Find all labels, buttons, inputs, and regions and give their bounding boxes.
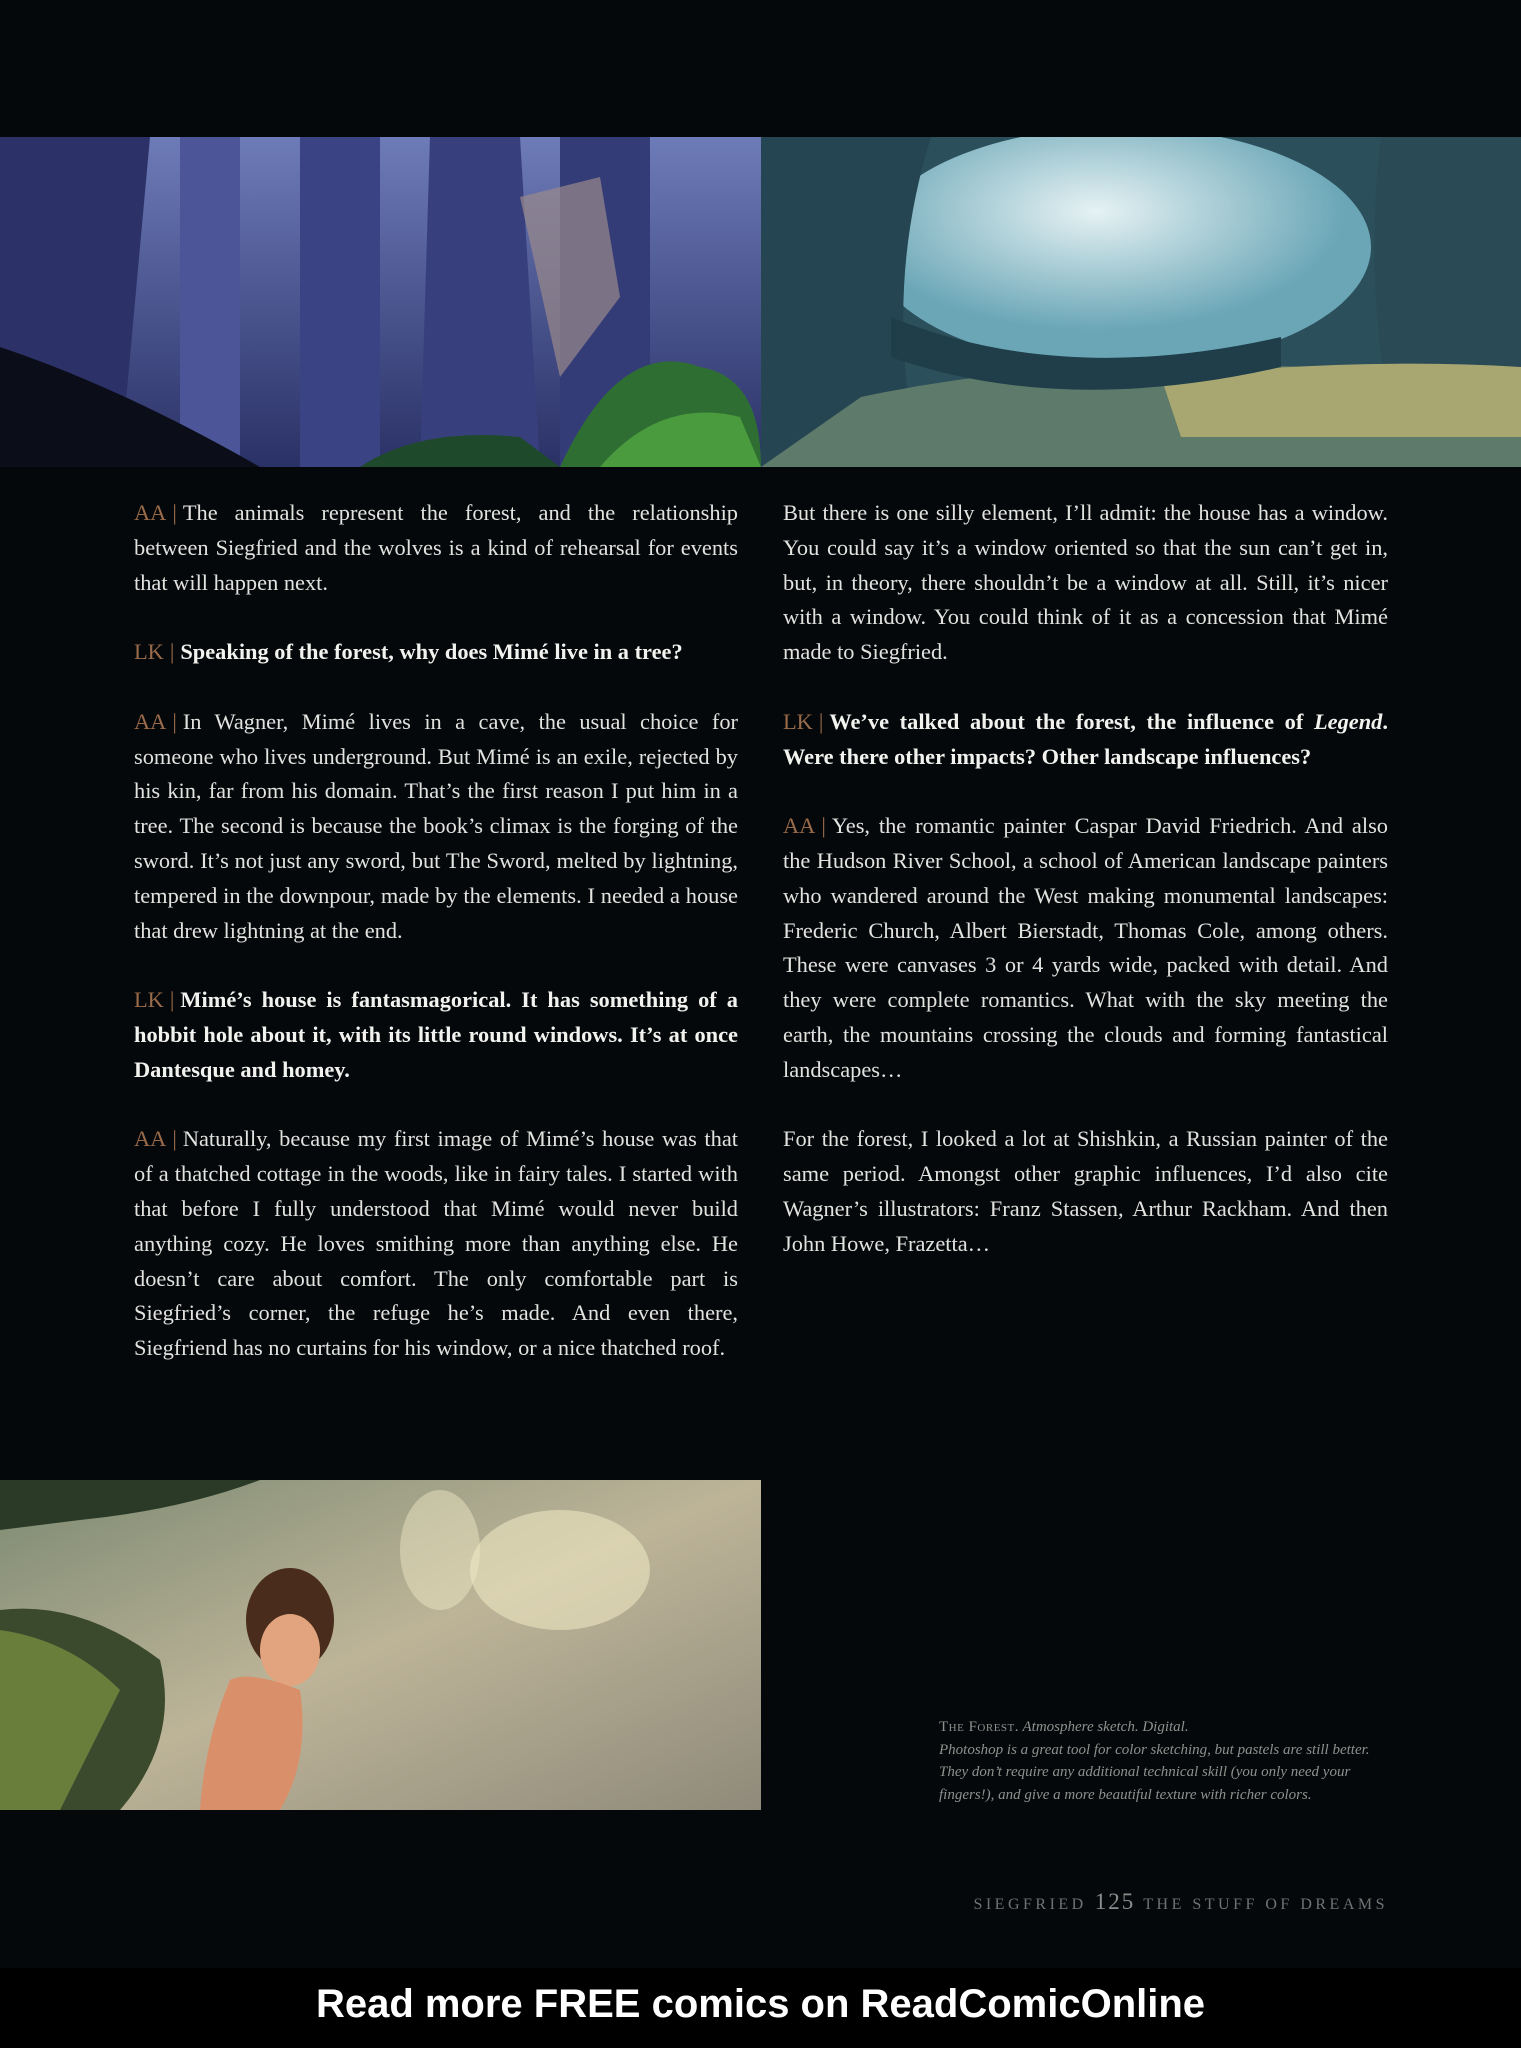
page-number: 125 <box>1094 1889 1136 1914</box>
question-paragraph <box>134 635 738 670</box>
speaker-tag: AA <box>134 500 167 525</box>
speaker-separator: | <box>818 708 824 734</box>
promo-banner-text: Read more FREE comics on ReadComicOnline <box>315 1982 1206 2026</box>
speaker-separator: | <box>172 708 177 734</box>
question-text: Mimé’s house is fantasmagorical. It has something of a hobbit hole about it, with its little round windows. It’s at once Dantesque and homey. <box>134 987 738 1082</box>
speaker-separator: | <box>172 500 177 525</box>
question-paragraph <box>134 983 738 1087</box>
speaker-tag: LK <box>134 639 164 665</box>
answer-paragraph <box>783 496 1388 670</box>
question-text: . Were there other impacts? Other landscape influences? <box>783 708 1388 769</box>
answer-text: In Wagner, Mimé lives in a cave, the usual choice for someone who lives underground. But Mimé is an exile, rejected by his kin, far from his domain. That’s the first reason I put him in a tree. The second is because the book’s climax is the forging of the sword. It’s not just any sword, but The Sword, melted by lightning, tempered in the downpour, made by the elements. I needed a house that drew lightning at the end. <box>134 708 738 943</box>
siegfried-forest-illustration <box>0 1480 761 1810</box>
answer-paragraph <box>783 1122 1388 1261</box>
answer-paragraph <box>134 496 738 600</box>
speaker-tag: LK <box>783 708 813 734</box>
promo-banner <box>0 1968 1521 2048</box>
caption-title: The Forest. <box>939 1719 1020 1735</box>
page-footer <box>973 1889 1388 1915</box>
answer-paragraph <box>134 1122 738 1366</box>
speaker-tag: LK <box>134 987 164 1013</box>
answer-text: The animals represent the forest, and the relationship between Siegfried and the wolves is a kind of rehearsal for events that will happen next. <box>134 500 738 595</box>
image-caption <box>939 1716 1391 1806</box>
caption-body: Photoshop is a great tool for color sketching, but pastels are still better. They don’t require any additional technical skill (you only need your fingers!), and give a more beautiful texture with richer colors. <box>939 1741 1370 1803</box>
answer-text: Naturally, because my first image of Mimé’s house was that of a thatched cottage in the woods, like in fairy tales. I started with that before I fully understood that Mimé would never build anything cozy. He loves smithing more than anything else. He doesn’t care about comfort. The only comfortable part is Siegfried’s corner, the refuge he’s made. And even there, Siegfriend has no curtains for his window, or a nice thatched roof. <box>134 1126 738 1361</box>
footer-book-title: SIEGFRIED <box>973 1896 1087 1913</box>
speaker-separator: | <box>172 1126 177 1152</box>
speaker-tag: AA <box>134 1126 167 1152</box>
speaker-tag: AA <box>134 708 167 734</box>
answer-text: But there is one silly element, I’ll admit: the house has a window. You could say it’s a window oriented so that the sun can’t get in, but, in theory, there shouldn’t be a window at all. Still, it’s nicer with a window. You could think of it as a concession that Mimé made to Siegfried. <box>783 500 1388 665</box>
question-title-italic: Legend <box>1313 708 1383 734</box>
article-column-left <box>134 496 738 1401</box>
speaker-separator: | <box>169 639 175 665</box>
forest-illustration-day <box>761 137 1521 467</box>
question-text: We’ve talked about the forest, the influence of <box>829 708 1314 734</box>
footer-chapter-title: THE STUFF OF DREAMS <box>1143 1896 1388 1913</box>
answer-text: For the forest, I looked a lot at Shishkin, a Russian painter of the same period. Amongst other graphic influences, I’d also cite Wagner’s illustrators: Franz Stassen, Arthur Rackham. And then John Howe, Frazetta… <box>783 1126 1388 1256</box>
forest-illustration-night <box>0 137 761 467</box>
answer-paragraph <box>134 705 738 949</box>
answer-paragraph <box>783 809 1388 1087</box>
article-column-right <box>783 496 1388 1296</box>
speaker-tag: AA <box>783 813 816 839</box>
answer-text: Yes, the romantic painter Caspar David Friedrich. And also the Hudson River School, a school of American landscape painters who wandered around the West making monumental landscapes: Frederic Church, Albert Bierstadt, Thomas Cole, among others. These were canvases 3 or 4 yards wide, packed with detail. And they were complete romantics. What with the sky meeting the earth, the mountains crossing the clouds and forming fantastical landscapes… <box>783 813 1388 1082</box>
question-paragraph <box>783 705 1388 775</box>
caption-subtitle: Atmosphere sketch. Digital. <box>1022 1719 1189 1735</box>
speaker-separator: | <box>169 987 175 1013</box>
speaker-separator: | <box>821 813 826 839</box>
question-text: Speaking of the forest, why does Mimé live in a tree? <box>180 639 683 665</box>
